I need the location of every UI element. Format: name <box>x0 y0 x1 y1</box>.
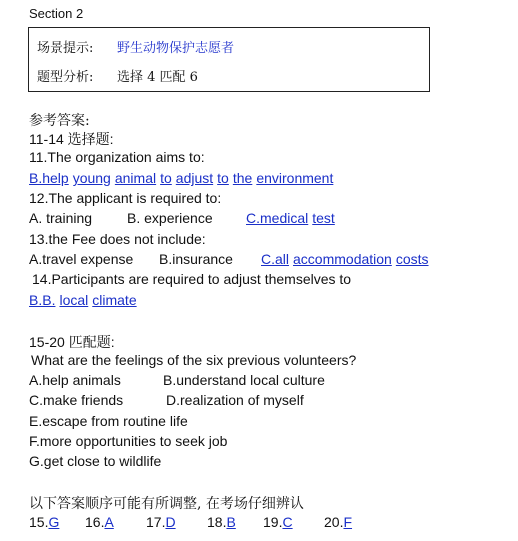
q11-answer <box>29 170 337 186</box>
answer-word: to <box>160 170 172 186</box>
final-answer-20: 20.F <box>324 514 353 530</box>
answer-word: animal <box>114 170 157 186</box>
option-f: F.more opportunities to seek job <box>29 433 228 449</box>
answer-word: B.help <box>29 170 69 186</box>
final-answer-19: 19.C <box>263 514 293 530</box>
q13-option-b: B.insurance <box>159 251 233 267</box>
match-question: What are the feelings of the six previous volunteers? <box>31 352 357 368</box>
q13-answer <box>261 251 433 267</box>
answer-word: costs <box>395 251 429 267</box>
choice-heading: 11-14 选择题: <box>29 131 114 147</box>
option-d: D.realization of myself <box>166 392 304 408</box>
answer-word: B.B. <box>29 292 56 308</box>
section-title: Section 2 <box>29 6 84 21</box>
answer-word: adjust <box>175 170 214 186</box>
final-answer-16: 16.A <box>85 514 114 530</box>
answer-word: climate <box>92 292 137 308</box>
option-e: E.escape from routine life <box>29 413 188 429</box>
scene-info-box <box>28 27 430 92</box>
q11-question: 11.The organization aims to: <box>29 149 205 165</box>
answer-word: accommodation <box>293 251 392 267</box>
answer-word: to <box>217 170 229 186</box>
q14-answer <box>29 292 141 308</box>
q14-question: 14.Participants are required to adjust themselves to <box>32 271 352 287</box>
scene-label: 场景提示: <box>37 41 94 56</box>
final-answer-17: 17.D <box>146 514 176 530</box>
q12-question: 12.The applicant is required to: <box>29 190 222 206</box>
q12-option-b: B. experience <box>127 210 213 226</box>
scene-row <box>37 37 234 56</box>
answer-word: environment <box>256 170 334 186</box>
order-note: 以下答案顺序可能有所调整, 在考场仔细辨认 <box>29 496 304 512</box>
option-a: A.help animals <box>29 372 121 388</box>
q12-option-a: A. training <box>29 210 93 226</box>
final-answer-15: 15.G <box>29 514 60 530</box>
match-heading: 15-20 匹配题: <box>29 334 115 350</box>
answer-word: the <box>232 170 253 186</box>
answer-word: young <box>72 170 111 186</box>
type-value: 选择 4 匹配 6 <box>117 70 198 85</box>
answer-word: C.all <box>261 251 290 267</box>
type-row <box>37 66 198 85</box>
answer-word: C.medical <box>246 210 309 226</box>
option-c: C.make friends <box>29 392 124 408</box>
answer-word: test <box>312 210 335 226</box>
q13-option-a: A.travel expense <box>29 251 134 267</box>
option-g: G.get close to wildlife <box>29 453 162 469</box>
answers-heading: 参考答案: <box>29 113 90 129</box>
answer-word: local <box>59 292 89 308</box>
q12-answer <box>246 210 339 226</box>
scene-value: 野生动物保护志愿者 <box>117 41 235 56</box>
type-label: 题型分析: <box>37 70 94 85</box>
final-answer-18: 18.B <box>207 514 236 530</box>
option-b: B.understand local culture <box>163 372 325 388</box>
q13-question: 13.the Fee does not include: <box>29 231 206 247</box>
